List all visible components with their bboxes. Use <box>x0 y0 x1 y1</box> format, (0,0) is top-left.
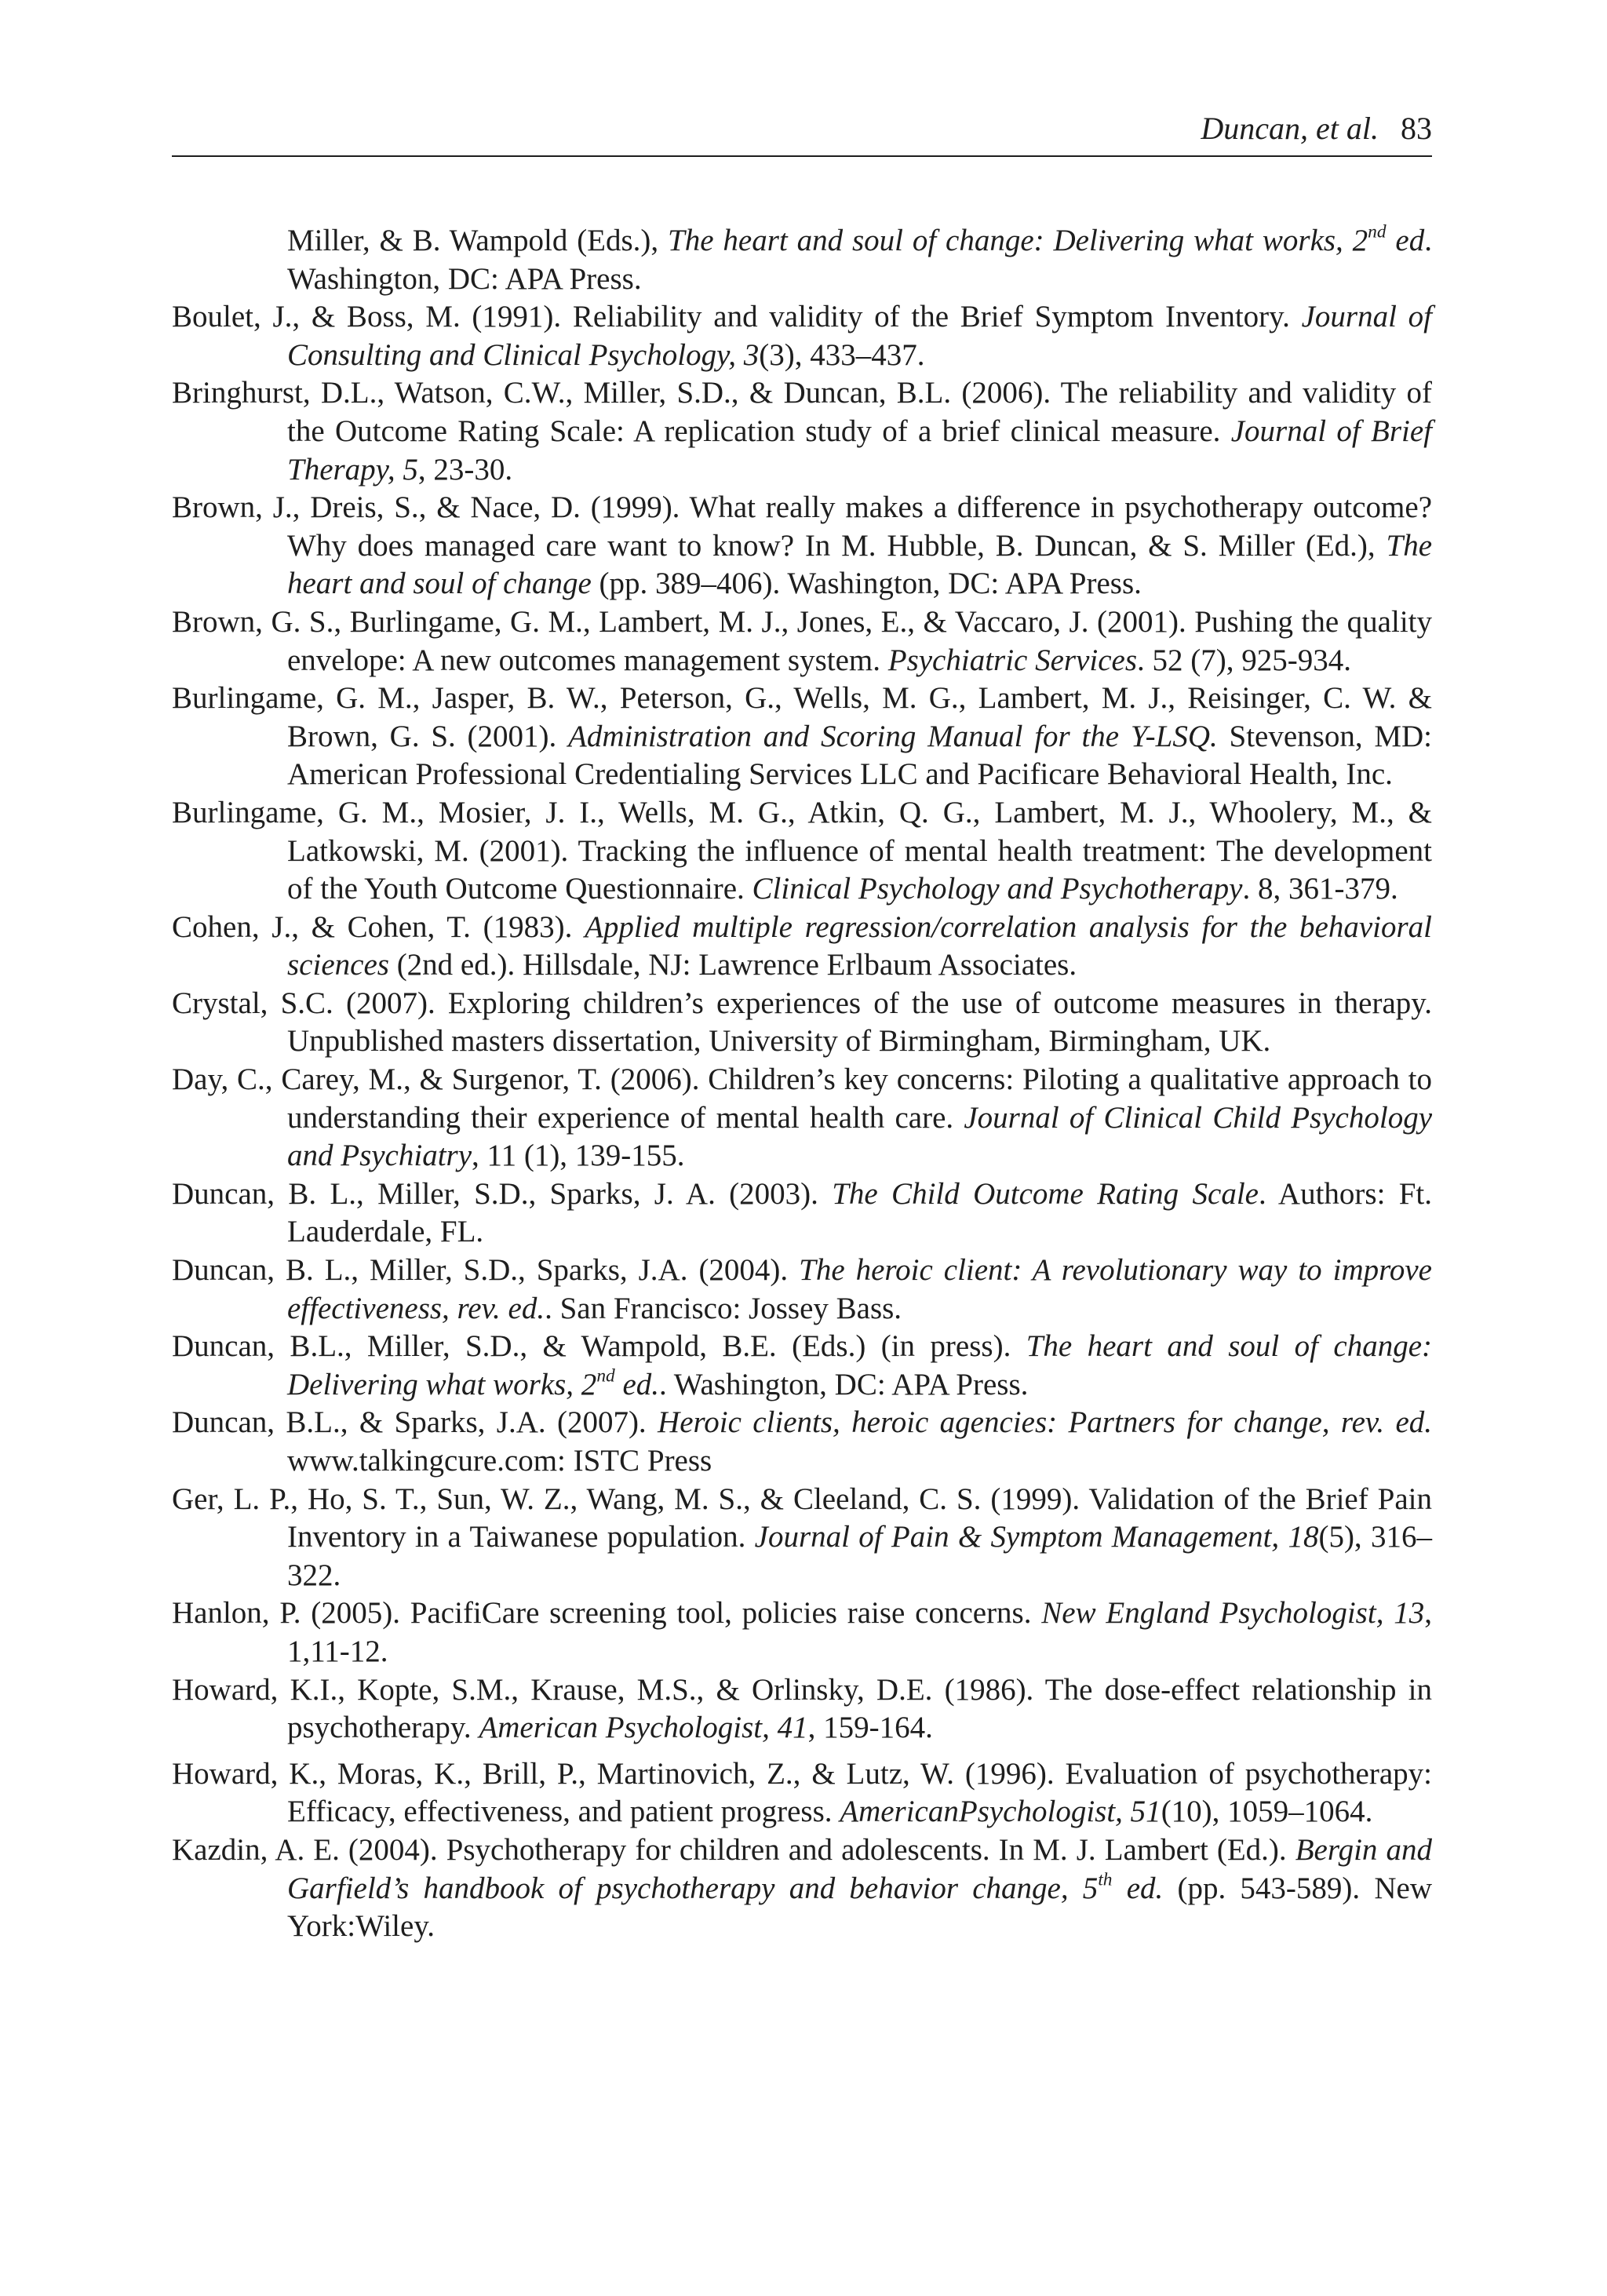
italic-text: The heroic client: A revolutionary way to improve effectiveness, rev. ed. <box>287 1253 1432 1325</box>
italic-text: Journal of Clinical Child Psychology and Psychiatry <box>287 1100 1432 1173</box>
reference-text: (10), 1059–1064. <box>1161 1795 1373 1829</box>
reference-text: Brown, G. S., Burlingame, G. M., Lambert, M. J., Jones, E., & Vaccaro, J. (2001). Pushing the quality envelope: A new outcomes management system. <box>172 604 1432 677</box>
reference-text: . San Francisco: Jossey Bass. <box>545 1291 902 1325</box>
italic-text: The heart and soul of change <box>287 528 1432 601</box>
superscript: nd <box>596 1365 615 1387</box>
reference-text: , 23-30. <box>417 452 513 487</box>
reference-text: Duncan, B.L., & Sparks, J.A. (2007). <box>172 1405 658 1440</box>
reference-entry <box>172 374 1432 489</box>
italic-text: Journal of Pain & Symptom Management, 18 <box>754 1520 1319 1554</box>
reference-text: Boulet, J., & Boss, M. (1991). Reliability and validity of the Brief Symptom Inventory. <box>172 300 1302 334</box>
reference-text: (2nd ed.). Hillsdale, NJ: Lawrence Erlbaum Associates. <box>388 948 1077 982</box>
reference-text: (3), 433–437. <box>759 337 925 372</box>
reference-entry <box>172 603 1432 680</box>
reference-entry <box>172 1252 1432 1328</box>
reference-entry <box>172 1328 1432 1404</box>
reference-entry <box>172 1831 1432 1946</box>
italic-text: Journal of Brief Therapy, 5 <box>287 414 1432 487</box>
reference-entry <box>172 489 1432 603</box>
reference-text: Burlingame, G. M., Jasper, B. W., Peterson, G., Wells, M. G., Lambert, M. J., Reisinger, C. W. & Brown, G. S. (2001). <box>172 681 1432 753</box>
reference-text: (pp. 389–406). Washington, DC: APA Press. <box>591 567 1142 601</box>
italic-text: AmericanPsychologist, 51 <box>840 1795 1161 1829</box>
reference-text: Bringhurst, D.L., Watson, C.W., Miller, S.D., & Duncan, B.L. (2006). The reliability and validity of the Outcome Rating Scale: A replication study of a brief clinical measure. <box>172 376 1432 448</box>
italic-text: New England Psychologist, 13 <box>1041 1596 1425 1631</box>
reference-text: Burlingame, G. M., Mosier, J. I., Wells, M. G., Atkin, Q. G., Lambert, M. J., Whoolery, M., & Latkowski, M. (2001). Tracking the influence of mental health treatment: The development of the Youth Outcome Questionnaire. <box>172 795 1432 906</box>
reference-text: Crystal, S.C. (2007). Exploring children’s experiences of the use of outcome measures in therapy. Unpublished masters dissertation, University of Birmingham, Birmingham, UK. <box>172 986 1432 1059</box>
italic-text: The Child Outcome Rating Scale <box>832 1176 1259 1211</box>
reference-text: (pp. 543-589). New York:Wiley. <box>287 1871 1432 1944</box>
reference-text: . Authors: Ft. Lauderdale, FL. <box>287 1176 1433 1249</box>
reference-text: Cohen, J., & Cohen, T. (1983). <box>172 909 585 944</box>
running-head-author: Duncan, et al. <box>1201 111 1379 146</box>
running-head <box>172 105 1432 152</box>
superscript: nd <box>1368 221 1387 242</box>
italic-text: ed <box>1386 224 1425 257</box>
italic-text: Psychiatric Services <box>887 643 1138 677</box>
italic-text: Bergin and Garfield’s handbook of psychotherapy and behavior change, 5 <box>287 1832 1432 1905</box>
superscript: th <box>1098 1869 1113 1890</box>
reference-text: Brown, J., Dreis, S., & Nace, D. (1999). What really makes a difference in psychotherapy outcome? Why does managed care want to know? In M. Hubble, B. Duncan, & S. Miller (Ed.), <box>172 490 1432 563</box>
italic-text: ed. <box>1112 1871 1164 1905</box>
reference-text: . Washington, DC: APA Press. <box>287 224 1432 296</box>
reference-text: Hanlon, P. (2005). PacifiCare screening tool, policies raise concerns. <box>172 1596 1042 1631</box>
italic-text: Clinical Psychology and Psychotherapy <box>752 872 1243 906</box>
reference-entry <box>172 794 1432 909</box>
reference-text: . 8, 361-379. <box>1242 872 1398 906</box>
reference-text: Miller, & B. Wampold (Eds.), <box>287 224 669 257</box>
reference-entry <box>172 1061 1432 1175</box>
reference-text: . Washington, DC: APA Press. <box>659 1367 1029 1401</box>
reference-text: (5), 316–322. <box>287 1520 1432 1592</box>
reference-entry <box>172 298 1432 374</box>
reference-text: Ger, L. P., Ho, S. T., Sun, W. Z., Wang, M. S., & Cleeland, C. S. (1999). Validation of the Brief Pain Inventory in a Taiwanese population. <box>172 1481 1432 1554</box>
reference-text: Stevenson, MD: American Professional Credentialing Services LLC and Pacificare Behavioral Health, Inc. <box>287 719 1433 792</box>
reference-text: Howard, K.I., Kopte, S.M., Krause, M.S., & Orlinsky, D.E. (1986). The dose-effect relationship in psychotherapy. <box>172 1672 1432 1745</box>
italic-text: The heart and soul of change: Delivering what works, 2 <box>668 224 1368 257</box>
italic-text: Administration and Scoring Manual for the Y-LSQ. <box>568 719 1218 753</box>
reference-text: , 159-164. <box>807 1711 933 1745</box>
reference-entry <box>172 1481 1432 1595</box>
reference-text: Duncan, B.L., Miller, S.D., & Wampold, B.E. (Eds.) (in press). <box>172 1329 1026 1364</box>
header-rule <box>172 155 1432 157</box>
reference-text: Duncan, B. L., Miller, S.D., Sparks, J.A. (2004). <box>172 1253 800 1288</box>
italic-text: ed. <box>614 1367 660 1401</box>
reference-list <box>172 222 1432 1946</box>
italic-text: Heroic clients, heroic agencies: Partners for change, rev. ed. <box>658 1405 1433 1440</box>
reference-text: Day, C., Carey, M., & Surgenor, T. (2006). Children’s key concerns: Piloting a qualitative approach to understanding their experience of mental health care. <box>172 1062 1432 1135</box>
reference-entry <box>172 680 1432 794</box>
reference-text: , 1,11-12. <box>287 1596 1432 1668</box>
italic-text: Applied multiple regression/correlation analysis for the behavioral sciences <box>287 909 1432 982</box>
reference-entry <box>172 909 1432 985</box>
reference-entry <box>172 1404 1432 1480</box>
italic-text: Journal of Consulting and Clinical Psychology, 3 <box>287 300 1432 372</box>
reference-entry <box>172 1594 1432 1671</box>
reference-entry <box>172 1175 1432 1252</box>
italic-text: American Psychologist, 41 <box>479 1711 808 1745</box>
italic-text: The heart and soul of change: Delivering what works, 2 <box>287 1329 1432 1401</box>
reference-entry <box>172 1755 1432 1831</box>
reference-continuation <box>172 222 1432 298</box>
reference-text: Kazdin, A. E. (2004). Psychotherapy for children and adolescents. In M. J. Lambert (Ed.). <box>172 1832 1295 1867</box>
reference-text: Howard, K., Moras, K., Brill, P., Martinovich, Z., & Lutz, W. (1996). Evaluation of psychotherapy: Efficacy, effectiveness, and patient progress. <box>172 1756 1432 1829</box>
reference-text: , 11 (1), 139-155. <box>472 1139 685 1173</box>
page-number: 83 <box>1401 111 1432 146</box>
reference-text: www.talkingcure.com: ISTC Press <box>287 1444 712 1478</box>
reference-text: . 52 (7), 925-934. <box>1137 643 1352 677</box>
reference-entry <box>172 1671 1432 1748</box>
reference-text: Duncan, B. L., Miller, S.D., Sparks, J. A. (2003). <box>172 1176 833 1211</box>
reference-entry <box>172 985 1432 1061</box>
